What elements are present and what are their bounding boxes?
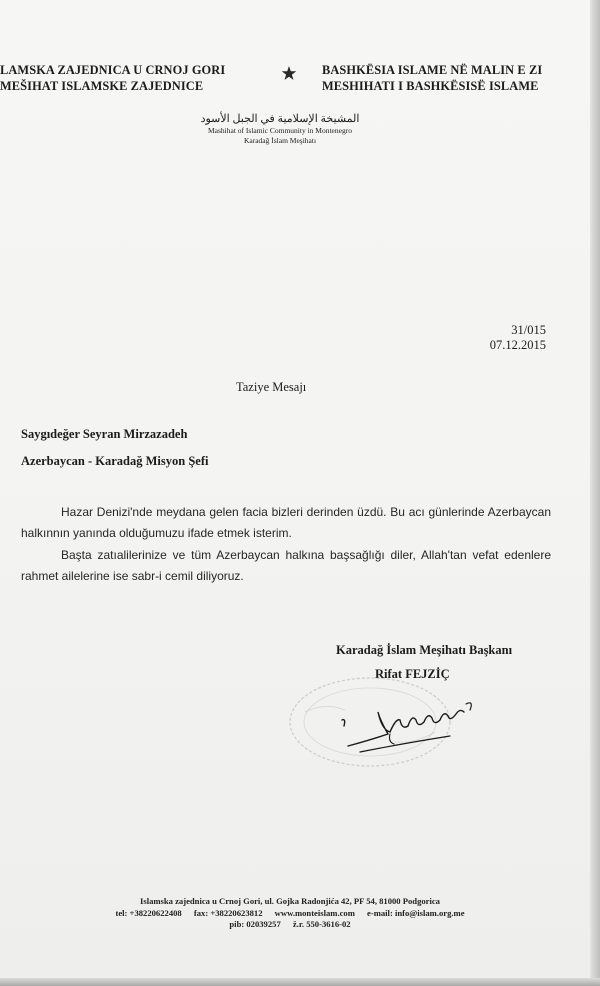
- crescent-star-icon: [256, 52, 302, 98]
- paper-edge-right: [590, 0, 600, 986]
- recipient-name: Saygıdeğer Seyran Mirzazadeh: [21, 427, 188, 441]
- body-paragraph-1: Hazar Denizi'nde meydana gelen facia bizleri derinden üzdü. Bu acı günlerinde Azerbaycan halkınnın yanında olduğumuzu ifade etmek isterim.: [21, 505, 551, 540]
- footer: [60, 896, 520, 931]
- letterhead-left-line2: MEŠIHAT ISLAMSKE ZAJEDNICE: [0, 79, 204, 93]
- signatory-name: Rifat FEJZİÇ: [375, 667, 450, 681]
- signatory-title: Karadağ İslam Meşihatı Başkanı: [336, 643, 513, 657]
- letterhead-right-line1: BASHKËSIA ISLAME NË MALIN E ZI: [322, 63, 543, 77]
- recipient-title: Azerbaycan - Karadağ Misyon Şefi: [21, 454, 209, 468]
- body-paragraph-2: Başta zatıalilerinize ve tüm Azerbaycan halkına başsağlığı diler, Allah'tan vefat edenlere rahmet ailelerine ise sabr-i cemil diliyoruz.: [21, 548, 551, 583]
- footer-email: e-mail: info@islam.org.me: [367, 907, 465, 918]
- letterhead-turkish: Karadağ İslam Meşihatı: [243, 135, 317, 145]
- footer-ids: [60, 919, 520, 931]
- footer-tel: tel: +38220622408: [115, 907, 182, 918]
- reference-date: 07.12.2015: [489, 338, 546, 352]
- footer-zr: ž.r. 550-3616-02: [292, 919, 351, 929]
- letterhead-left: [0, 62, 240, 94]
- letterhead-left-line1: LAMSKA ZAJEDNICA U CRNOJ GORI: [0, 63, 226, 77]
- footer-address: Islamska zajednica u Crnoj Gori, ul. Gojka Radonjića 42, PF 54, 81000 Podgorica: [140, 896, 440, 906]
- footer-pib: pib: 02039257: [229, 919, 281, 929]
- letterhead-arabic: المشيخة الإسلامية في الجبل الأسود: [200, 113, 360, 125]
- footer-web: www.monteislam.com: [274, 907, 355, 918]
- paper-edge-bottom: [0, 978, 600, 986]
- reference-number: 31/015: [511, 323, 546, 337]
- reference-block: [490, 323, 546, 353]
- footer-fax: fax: +38220623812: [193, 907, 263, 918]
- letterhead-right-line2: MESHIHATI I BASHKËSISË ISLAME: [322, 79, 539, 93]
- letterhead-english: Mashihat of Islamic Community in Montenegro: [208, 126, 352, 135]
- handwritten-signature-icon: [330, 690, 490, 760]
- letterhead-right: [322, 62, 582, 94]
- letterhead-center: [150, 112, 410, 145]
- footer-contacts: [60, 908, 520, 920]
- letter-subject: Taziye Mesajı: [236, 380, 307, 394]
